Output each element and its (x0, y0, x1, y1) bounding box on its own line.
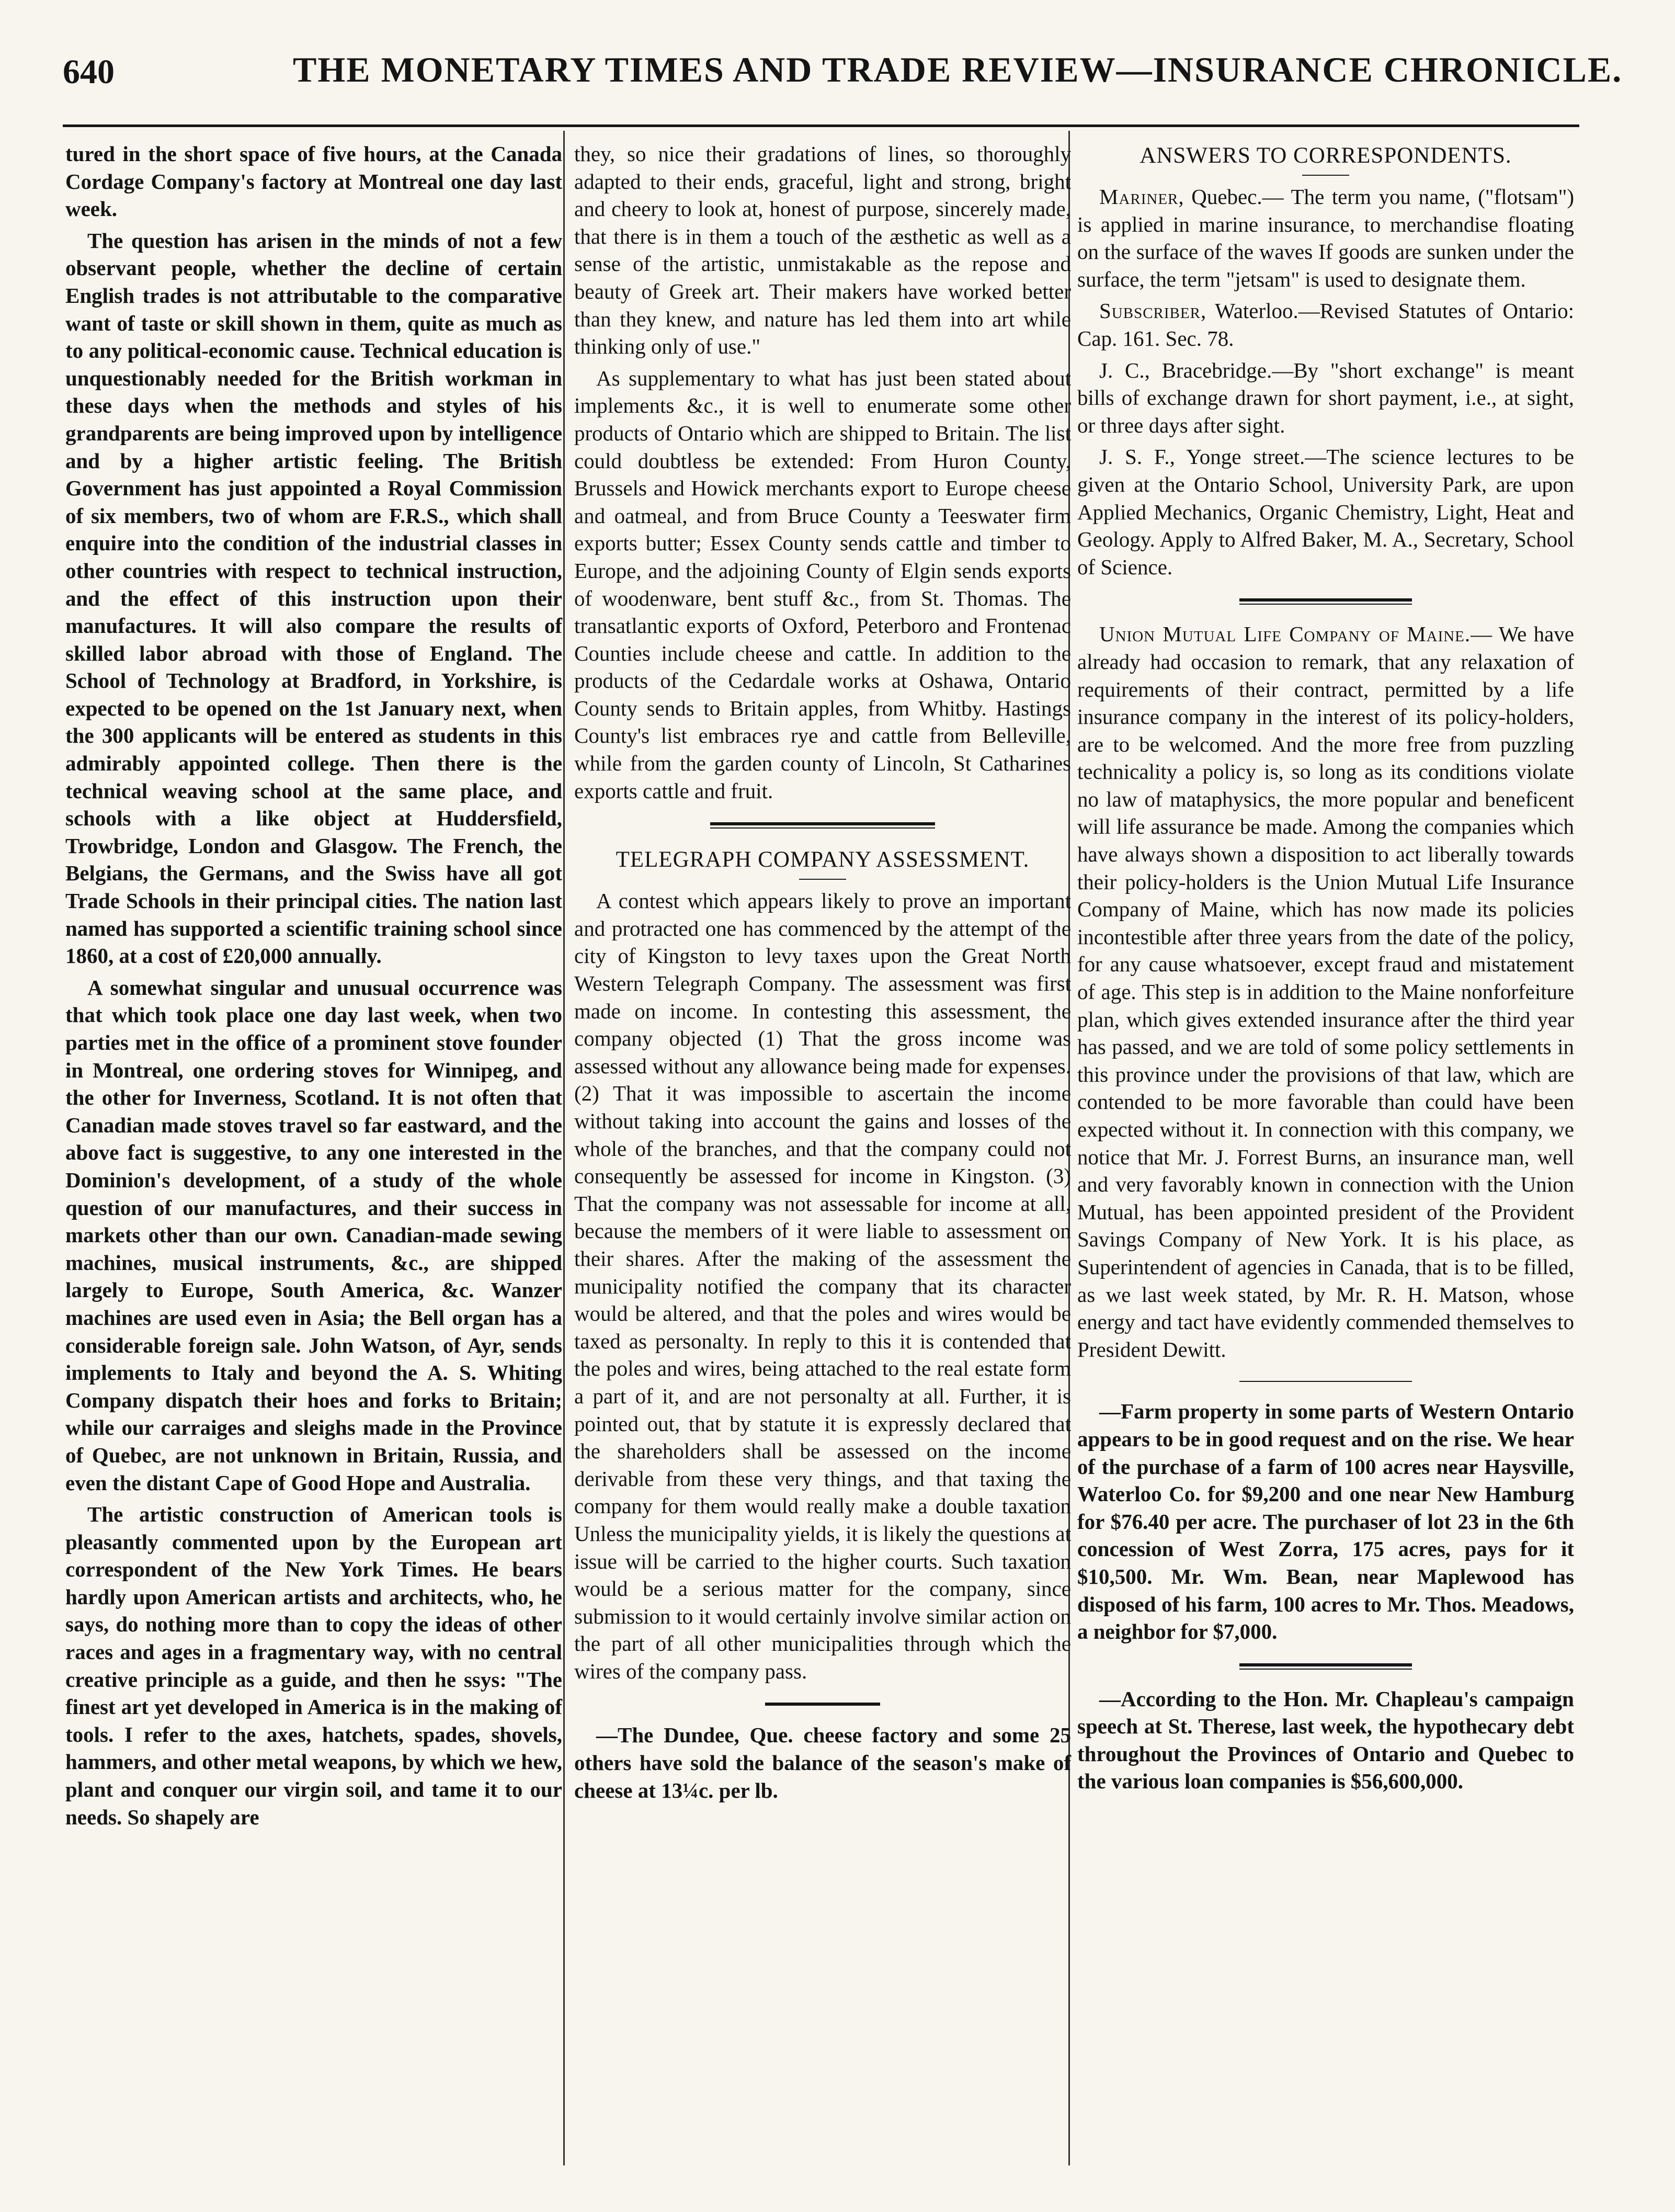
col2-paragraph-dundee-cheese: —The Dundee, Que. cheese factory and some 25 others have sold the balance of the season's make of cheese at 13¼c. per lb. (574, 1723, 1071, 1802)
col1-paragraph-technical-education: The question has arisen in the minds of not a few observant people, whether the decline of certain English trades is not attributable to the comparative want of taste or skill shown in them, quite as much as to any political-economic cause. Technical education is unquestionably needed for the British workman in these days when the methods and styles of his grandparents are being improved upon by intelligence and by a higher artistic feeling. The British Government has just appointed a Royal Commission of six members, two of whom are F.R.S., which shall enquire into the condition of the industrial classes in other countries with respect to technical instruction, and the effect of this instruction upon their manufactures. It will also compare the results of skilled labor abroad with those of England. The School of Technology at Bradford, in Yorkshire, is expected to be opened on the 1st January next, when the 300 applicants will be entered as students in this admirably appointed college. Then there is the technical weaving school at the same place, and schools with a like object at Huddersfield, Trowbridge, London and Glasgow. The French, the Belgians, the Germans, and the Swiss have all got Trade Schools in their principal cities. The nation last named has supported a scientific training school since 1860, at a cost of £20,000 annually. (65, 228, 562, 968)
paragraph-lead: Union Mutual Life Company of Maine. (1099, 622, 1471, 646)
answers-heading: ANSWERS TO CORRESPONDENTS. (1140, 143, 1512, 168)
col2-paragraph-ontario-exports: As supplementary to what has just been stated about implements &c., it is well to enumerate some other products of Ontario which are shipped to Britain. The list could doubtless be extended: From Huron County, Brussels and Howick merchants export to Europe cheese and oatmeal, and from Bruce County a Teeswater firm exports butter; Essex County sends cattle and timber to Europe, and the adjoining County of Elgin sends exports of woodenware, bent stuff &c., from St. Thomas. The transatlantic exports of Oxford, Peterboro and Frontenac Counties include cheese and cattle. In addition to the products of the Cedardale works at Oshawa, Ontario County sends to Britain apples, from Whitby. Hastings County's list embraces rye and cattle from Belleville, while from the garden county of Lincoln, St Catharines exports cattle and fruit. (574, 366, 1071, 803)
answer-yonge-street: J. S. F., Yonge street.—The science lectures to be given at the Ontario School, University Park, are upon Applied Mechanics, Organic Chemistry, Light, Heat and Geology. Apply to Alfred Baker, M. A., Secretary, School of Science. (1077, 445, 1574, 579)
col3-paragraph-union-mutual: Union Mutual Life Company of Maine.— We have already had occasion to remark, that any relaxation of requirements of their contract, permitted by a life insurance company in the interest of its policy-holders, are to be welcomed. And the more free from puzzling technicality a policy is, so long as its conditions violate no law of mataphysics, the more popular and beneficent will life assurance be made. Among the companies which have always shown a disposition to act liberally towards their policy-holders is the Union Mutual Life Insurance Company of Maine, which has now made its policies incontestible after three years from the date of the policy, for any cause whatsoever, except fraud and mistatement of age. This step is in addition to the Maine nonforfeiture plan, which gives extended insurance after the third year has passed, and we are told of some policy settlements in this province under the provisions of that law, which are contended to be more favorable than could have been expected without it. In connection with this company, we notice that Mr. J. Forrest Burns, an insurance man, well and very favorably known in connection with the Union Mutual, has been appointed president of the Provident Savings Company of New York. It is his place, as Superintendent of agencies in Canada, that is to be filled, as we last week stated, by Mr. R. H. Matson, whose energy and tact have evidently commended themselves to President Dewitt. (1077, 622, 1574, 1362)
section-divider (765, 1703, 880, 1706)
masthead-title: THE MONETARY TIMES AND TRADE REVIEW—INSURANCE CHRONICLE. (293, 50, 1623, 89)
col1-paragraph-american-tools: The artistic construction of American tools is pleasantly commented upon by the European art correspondent of the New York Times. He bears hardly upon American artists and architects, who, he says, do nothing more than to copy the ideas of other races and ages in a fragmentary way, with no central creative principle as a guide, and then he ssys: "The finest art yet developed in America is in the making of tools. I refer to the axes, hatchets, spades, shovels, hammers, and other metal weapons, by which we hew, plant and conquer our virgin soil, and tame it to our needs. So shapely are (65, 1502, 562, 1829)
column-2 (574, 140, 1071, 1804)
column-3 (1077, 140, 1574, 1795)
heading-rule (1302, 175, 1349, 176)
section-divider (1239, 1381, 1412, 1382)
column-divider-1 (563, 131, 565, 2165)
col2-paragraph-1: they, so nice their gradations of lines, so thoroughly adapted to their ends, graceful, light and strong, bright and cheery to look at, honest of purpose, sincerely made, that there is in them a touch of the æsthetic as well as a sense of the artistic, unmistakable as the repose and beauty of Greek art. Their makers have worked better than they knew, and nature has led them into art while thinking only of use." (574, 142, 1071, 359)
telegraph-heading: TELEGRAPH COMPANY ASSESSMENT. (616, 847, 1030, 872)
header-rule (63, 124, 1579, 127)
answer-bracebridge: J. C., Bracebridge.—By "short exchange" is meant bills of exchange drawn for short payment, i.e., at sight, or three days after sight. (1077, 358, 1574, 437)
answer-mariner: Mariner, Quebec.— The term you name, ("flotsam") is applied in marine insurance, to merchandise floating on the surface of the waves If goods are sunken under the surface, the term "jetsam" is used to designate them. (1077, 185, 1574, 291)
column-1 (65, 140, 562, 1831)
section-divider (1239, 598, 1412, 605)
answer-subscriber: Subscriber, Waterloo.—Revised Statutes of Ontario: Cap. 161. Sec. 78. (1077, 299, 1574, 350)
heading-rule (799, 879, 846, 880)
col2-paragraph-telegraph: A contest which appears likely to prove an important and protracted one has commenced by the attempt of the city of Kingston to levy taxes upon the Great North Western Telegraph Company. The assessment was first made on income. In contesting this assessment, the company objected (1) That the gross income was assessed without any allowance being made for expenses. (2) That it was impossible to ascertain the income without taking into account the gains and losses of the whole of the branches, and that the company could not consequently be assessed for income in Kingston. (3) That the company was not assessable for income at all, because the members of it were liable to assessment on their shares. After the making of the assessment the municipality notified the company that its character would be altered, and that the poles and wires would be taxed as personalty. In reply to this it is contended that the poles and wires, being attached to the real estate form a part of it, and are not personalty at all. Further, it is pointed out, that by statute it is expressly declared that the shareholders shall be assessed on the income derivable from these very things, and that taxing the company for them would really make a double taxation Unless the municipality yields, it is likely the questions at issue will be carried to the higher courts. Such taxation would be a serious matter for the company, since submission to it would certainly involve similar action on the part of all other municipalities through which the wires of the company pass. (574, 889, 1071, 1683)
col3-paragraph-hypothecary-debt: —According to the Hon. Mr. Chapleau's campaign speech at St. Therese, last week, the hypothecary debt throughout the Provinces of Ontario and Quebec to the various loan companies is $56,600,000. (1077, 1686, 1574, 1794)
col1-paragraph-stove-founder: A somewhat singular and unusual occurrence was that which took place one day last week, when two parties met in the office of a prominent stove founder in Montreal, one ordering stoves for Winnipeg, and the other for Inverness, Scotland. It is not often that Canadian made stoves travel so far eastward, and the above fact is suggestive, to any one interested in the Dominion's development, of a study of the whole question of our manufactures, and their success in markets other than our own. Canadian-made sewing machines, musical instruments, &c., are shipped largely to Europe, South America, &c. Wanzer machines are used even in Asia; the Bell organ has a considerable foreign sale. John Watson, of Ayr, sends implements to Italy and beyond the A. S. Whiting Company dispatch their hoes and forks to Britain; while our carraiges and sleighs made in the Province of Quebec, are not unknown in Britain, Russia, and even the distant Cape of Good Hope and Australia. (65, 975, 562, 1495)
col3-paragraph-farm-property: —Farm property in some parts of Western Ontario appears to be in good request and on the rise. We hear of the purchase of a farm of 100 acres near Haysville, Waterloo Co. for $9,200 and one near New Hamburg for $76.40 per acre. The purchaser of lot 23 in the 6th concession of West Zorra, 175 acres, pays for it $10,500. Mr. Wm. Bean, near Maplewood has disposed of his farm, 100 acres to Mr. Thos. Meadows, a neighbor for $7,000. (1077, 1399, 1574, 1644)
answer-lead: Subscriber (1099, 299, 1201, 323)
page-number: 640 (63, 53, 115, 91)
section-divider (710, 822, 935, 829)
answer-lead: Mariner (1099, 185, 1179, 209)
page-header (0, 47, 1675, 105)
section-divider (1239, 1663, 1412, 1670)
col1-paragraph-1: tured in the short space of five hours, at the Canada Cordage Company's factory at Montreal one day last week. (65, 142, 562, 221)
